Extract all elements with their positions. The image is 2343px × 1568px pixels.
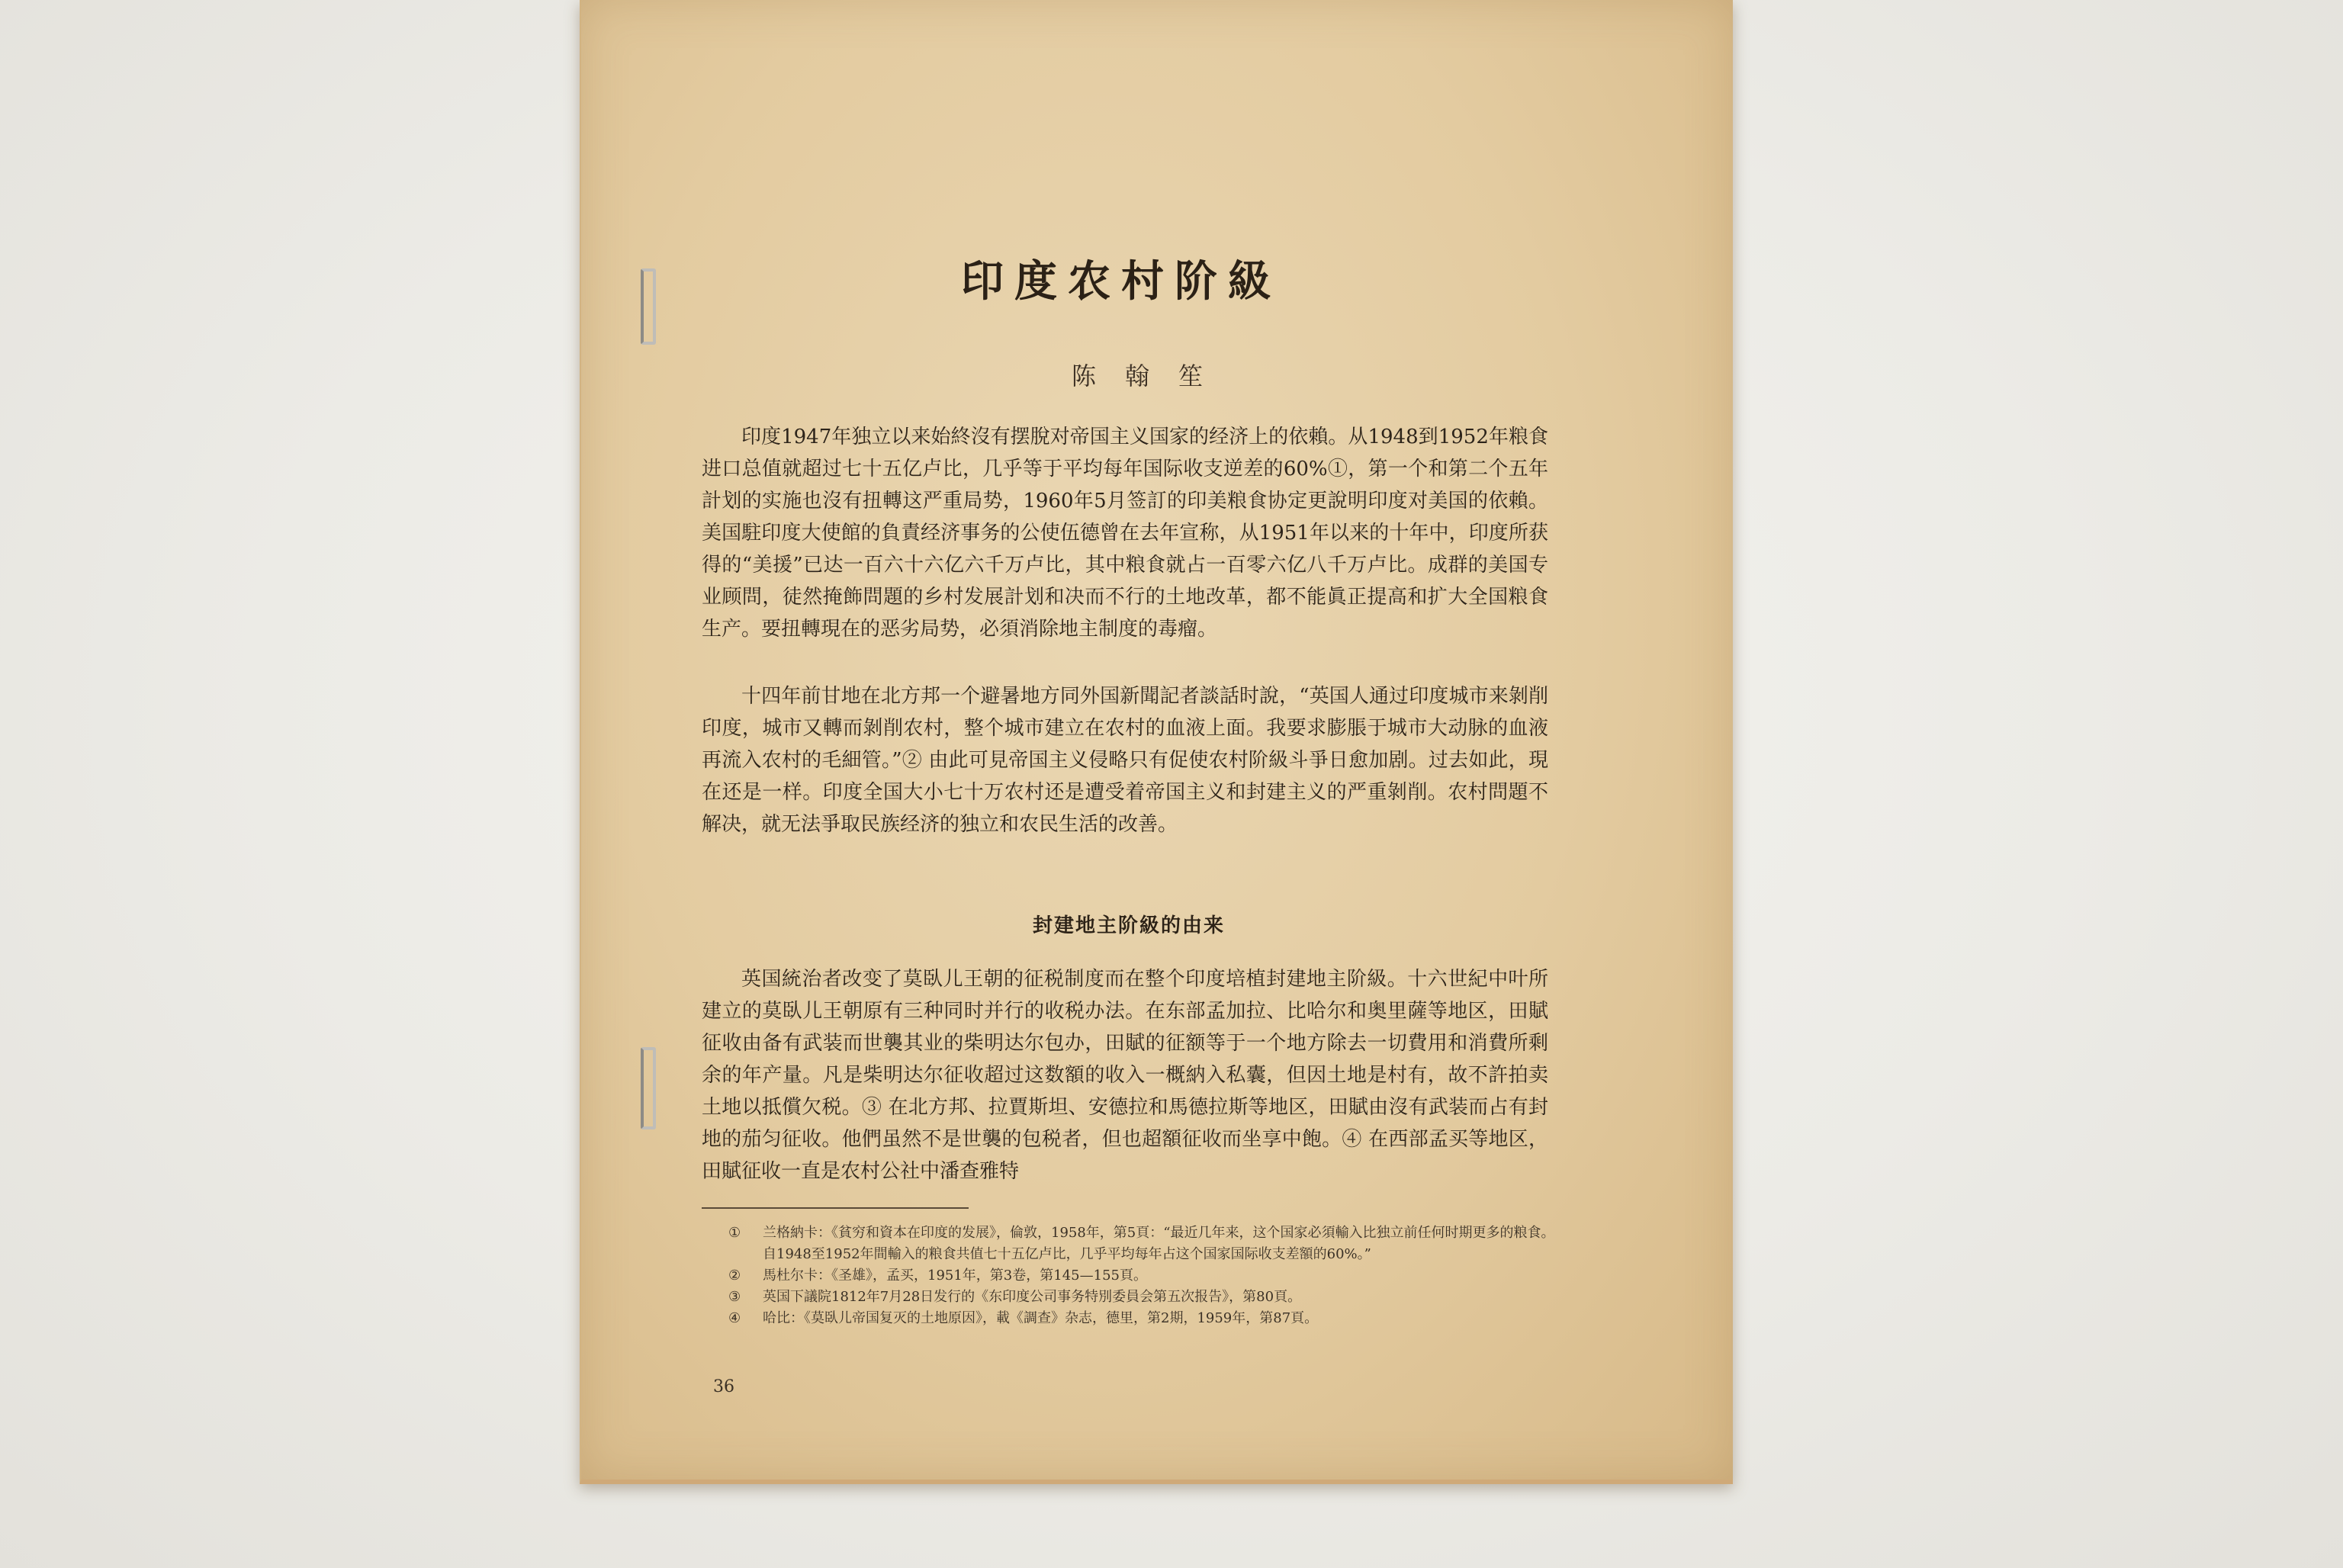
body-paragraph: 十四年前甘地在北方邦一个避暑地方同外国新聞記者談話时說，“英国人通过印度城市来剝削印度，城市又轉而剝削农村，整个城市建立在农村的血液上面。我要求膨脹于城市大动脉的血液再流入农村的毛細管。”② 由此可見帝国主义侵略只有促使农村阶級斗爭日愈加剧。过去如此，現在还是一样。印度全国大小七十万农村还是遭受着帝国主义和封建主义的严重剝削。农村問題不解决，就无法爭取民族经济的独立和农民生活的改善。 xyxy=(702,685,1548,836)
staple-top xyxy=(641,268,656,345)
footnote-number: ① xyxy=(728,1225,741,1241)
body-paragraph: 印度1947年独立以来始終沒有摆脫对帝国主义国家的经济上的依賴。从1948到1952年粮食进口总值就超过七十五亿卢比，几乎等于平均每年国际收支逆差的60%①，第一个和第二个五年計划的实施也沒有扭轉这严重局势，1960年5月签訂的印美粮食协定更說明印度对美国的依賴。美国駐印度大使館的負責经济事务的公使伍德曾在去年宣称，从1951年以来的十年中，印度所获得的“美援”已达一百六十六亿六千万卢比，其中粮食就占一百零六亿八千万卢比。成群的美国专业顾問，徒然掩飾問題的乡村发展計划和决而不行的土地改革，都不能眞正提高和扩大全国粮食生产。要扭轉現在的恶劣局势，必須消除地主制度的毒瘤。 xyxy=(702,426,1548,641)
intro-paragraph-2-block xyxy=(702,680,1548,843)
footnote-text: 英国下議院1812年7月28日发行的《东印度公司事务特別委員会第五次报告》，第80頁。 xyxy=(763,1289,1302,1305)
footnote xyxy=(728,1265,1567,1287)
footnote-text: 兰格納卡：《貧穷和資本在印度的发展》，倫敦，1958年，第5頁：“最近几年来，这个国家必須輸入比独立前任何时期更多的粮食。自1948至1952年間輸入的粮食共值七十五亿卢比，几乎平均每年占这个国家国际收支差額的60%。” xyxy=(763,1225,1555,1262)
footnotes xyxy=(728,1223,1567,1329)
section-heading: 封建地主阶級的由来 xyxy=(1032,914,1225,937)
footnote-text: 哈比：《莫臥儿帝国复灭的土地原因》，載《調查》杂志，德里，第2期，1959年，第87頁。 xyxy=(763,1310,1319,1326)
footnote xyxy=(728,1223,1567,1265)
footnote xyxy=(728,1287,1567,1308)
body-paragraph: 英国統治者改变了莫臥儿王朝的征税制度而在整个印度培植封建地主阶級。十六世紀中叶所建立的莫臥儿王朝原有三种同时并行的收税办法。在东部孟加拉、比哈尔和奥里薩等地区，田賦征收由备有武装而世襲其业的柴明达尔包办，田賦的征额等于一个地方除去一切費用和消費所剩余的年产量。凡是柴明达尔征收超过这数額的收入一概納入私囊，但因土地是村有，故不許拍卖土地以抵償欠税。③ 在北方邦、拉賈斯坦、安德拉和馬德拉斯等地区，田賦由沒有武装而占有封地的茄匀征收。他們虽然不是世襲的包税者，但也超額征收而坐享中飽。④ 在西部孟买等地区，田賦征收一直是农村公社中潘查雅特 xyxy=(702,968,1548,1183)
section-body xyxy=(702,963,1548,1190)
intro-paragraph-1-block xyxy=(702,421,1548,648)
page-number: 36 xyxy=(713,1377,734,1396)
article-title: 印度农村阶級 xyxy=(961,256,1281,307)
footnote-text: 馬杜尔卡：《圣雄》，孟买，1951年，第3卷，第145—155頁。 xyxy=(763,1268,1147,1284)
footnote-number: ④ xyxy=(728,1310,741,1326)
article-author: 陈翰笙 xyxy=(1071,361,1232,390)
footnote-number: ② xyxy=(728,1268,741,1284)
footnote-divider xyxy=(702,1207,969,1209)
staple-bottom xyxy=(641,1047,656,1129)
footnote xyxy=(728,1308,1567,1329)
footnote-number: ③ xyxy=(728,1289,741,1305)
